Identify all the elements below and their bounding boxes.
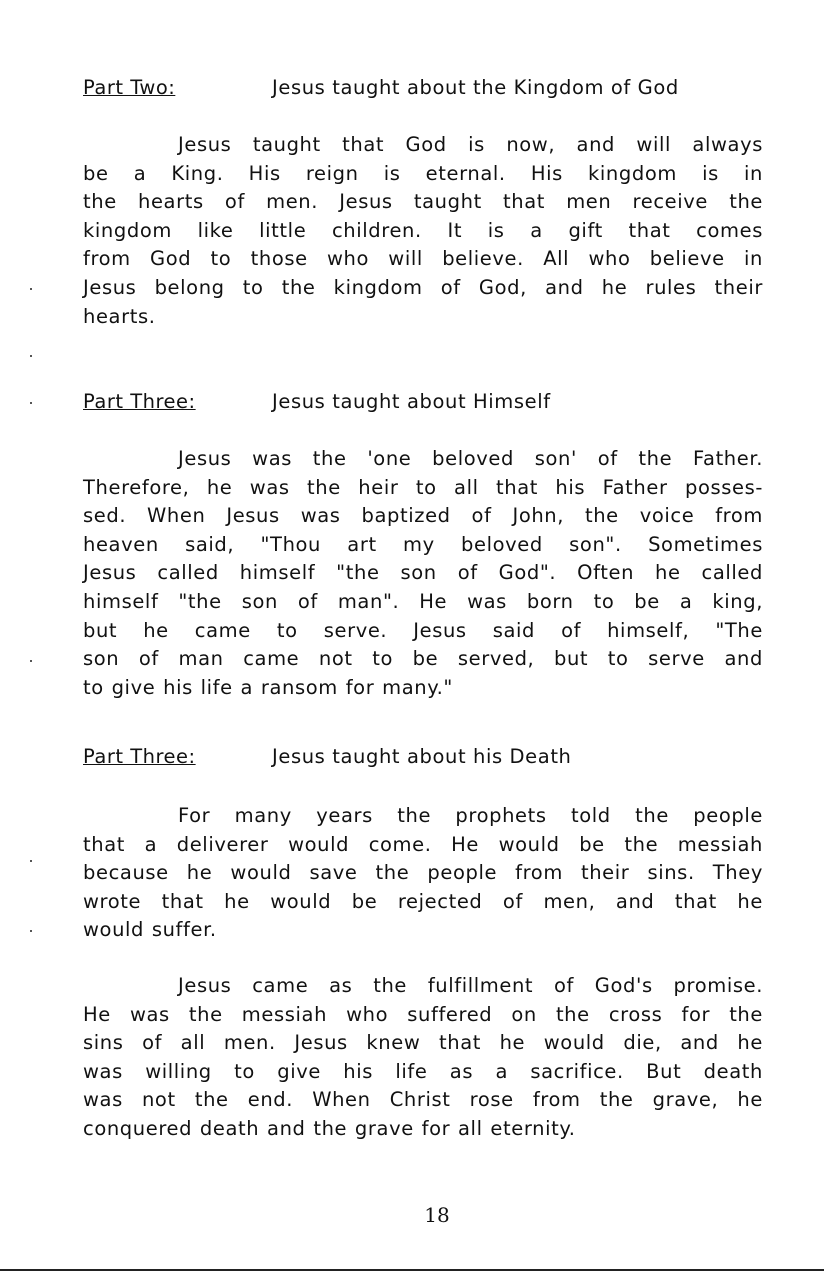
paragraph-line: to give his life a ransom for many." bbox=[83, 675, 453, 699]
section-label: Part Two: bbox=[83, 76, 176, 99]
paragraph-line: conquered death and the grave for all eternity. bbox=[83, 1117, 576, 1140]
paragraph-line: Jesus taught that God is now, and will always bbox=[178, 133, 763, 156]
paragraph-line: son of man came not to be served, but to serve and bbox=[83, 647, 763, 671]
scan-speck bbox=[30, 355, 32, 357]
paragraph-line: For many years the prophets told the people bbox=[178, 804, 763, 827]
scan-speck bbox=[30, 860, 32, 862]
paragraph-line: kingdom like little children. It is a gift that comes bbox=[83, 218, 763, 242]
paragraph-line: Jesus was the 'one beloved son' of the Father. bbox=[178, 447, 763, 470]
paragraph-line: be a King. His reign is eternal. His kingdom is in bbox=[83, 161, 763, 185]
paragraph-line: sins of all men. Jesus knew that he would die, and he bbox=[83, 1031, 763, 1055]
scan-speck bbox=[30, 660, 32, 662]
page-edge-rule bbox=[0, 1269, 824, 1271]
page-number: 18 bbox=[424, 1203, 450, 1227]
section-title: Jesus taught about his Death bbox=[272, 745, 572, 768]
paragraph-line: Jesus called himself "the son of God". Often he called bbox=[83, 561, 763, 585]
scan-speck bbox=[30, 402, 32, 404]
paragraph-line: the hearts of men. Jesus taught that men receive the bbox=[83, 190, 763, 214]
scan-speck bbox=[30, 288, 32, 290]
paragraph-line: wrote that he would be rejected of men, and that he bbox=[83, 889, 763, 913]
paragraph-line: He was the messiah who suffered on the cross for the bbox=[83, 1002, 763, 1026]
section-title: Jesus taught about the Kingdom of God bbox=[272, 76, 679, 99]
section-label: Part Three: bbox=[83, 745, 196, 768]
paragraph-line: sed. When Jesus was baptized of John, the voice from bbox=[83, 504, 763, 528]
paragraph-line: but he came to serve. Jesus said of himself, "The bbox=[83, 618, 763, 642]
paragraph-line: was willing to give his life as a sacrifice. But death bbox=[83, 1059, 763, 1083]
paragraph-line: Jesus belong to the kingdom of God, and he rules their bbox=[83, 276, 763, 299]
section-title: Jesus taught about Himself bbox=[272, 390, 551, 413]
paragraph-line: was not the end. When Christ rose from the grave, he bbox=[83, 1088, 763, 1112]
paragraph-line: hearts. bbox=[83, 304, 156, 328]
scan-speck bbox=[30, 930, 32, 932]
paragraph-line: from God to those who will believe. All who believe in bbox=[83, 247, 763, 271]
paragraph-line: himself "the son of man". He was born to be a king, bbox=[83, 590, 763, 613]
section-label: Part Three: bbox=[83, 390, 196, 413]
paragraph-line: would suffer. bbox=[83, 918, 217, 942]
paragraph-line: because he would save the people from their sins. They bbox=[83, 861, 763, 885]
paragraph-line: heaven said, "Thou art my beloved son". Sometimes bbox=[83, 532, 763, 556]
paragraph-line: Jesus came as the fulfillment of God's promise. bbox=[178, 974, 763, 997]
paragraph-line: that a deliverer would come. He would be the messiah bbox=[83, 832, 763, 856]
paragraph-line: Therefore, he was the heir to all that his Father posses- bbox=[83, 475, 763, 499]
